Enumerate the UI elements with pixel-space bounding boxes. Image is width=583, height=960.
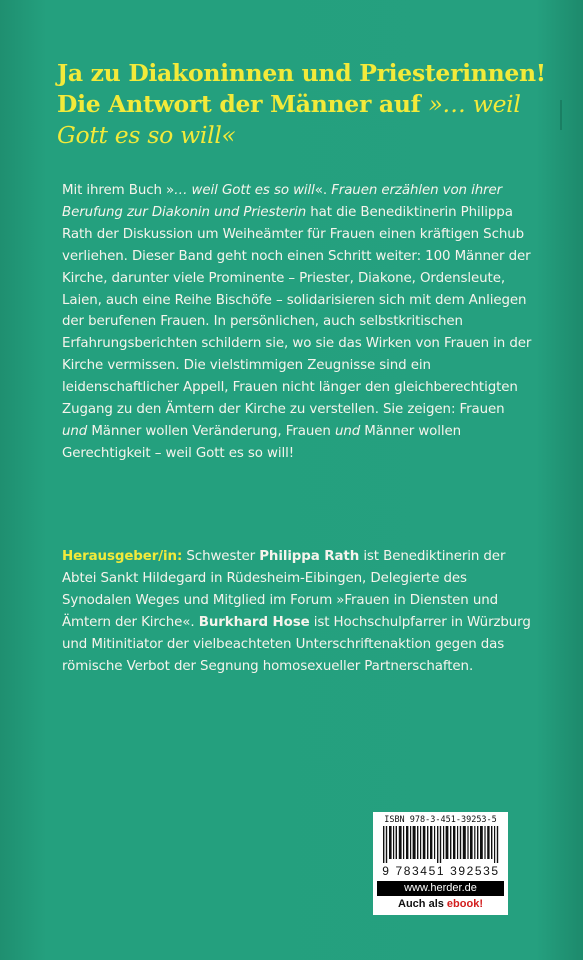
- headline-line-2-text: Die Antwort der Männer auf: [57, 90, 429, 118]
- editors-t2: ist Benediktinerin der Abtei Sankt Hildegard in Rüdesheim-Eibingen, Delegierte des Synodalen Weges und Mitglied im Forum »Frauen in Diensten und Ämtern der Kirche«.: [62, 549, 506, 630]
- ebook-note: [373, 898, 508, 910]
- headline: [57, 58, 557, 151]
- blurb-s5: hat die Benediktinerin Philippa Rath der Diskussion um Weiheämter für Frauen einen kräftigen Schub verliehen. Dieser Band geht noch einen Schritt weiter: 100 Männer der Kirche, darunter viele Prominente – Priester, Diakone, Ordensleute, Laien, auch eine Reihe Bischöfe – solidarisieren sich mit dem Anliegen der berufenen Frauen. In persönlichen, auch selbstkritischen Erfahrungsberichten schildern sie, wo sie das Wirken von Frauen in der Kirche vermissen. Die vielstimmigen Zeugnisse sind ein leidenschaftlicher Appell, Frauen nicht länger den gleichberechtigten Zugang zu den Ämtern der Kirche zu verstellen. Sie zeigen: Frauen: [62, 204, 532, 418]
- blurb-s9: Männer wollen Gerechtigkeit – weil Gott es so will!: [62, 423, 462, 461]
- editors-label: Herausgeber/in:: [62, 549, 183, 564]
- blurb-paragraph: [62, 180, 532, 465]
- editors-t3: ist Hochschulpfarrer in Würzburg und Mitinitiator der vielbeachteten Unterschriftenaktion gegen das römische Verbot der Segnung homosexueller Partnerschaften.: [62, 614, 531, 674]
- headline-line-2: [57, 89, 557, 120]
- blurb-und-1: und: [62, 423, 88, 439]
- blurb-s3: «.: [314, 183, 332, 198]
- publisher-url: www.herder.de: [377, 881, 504, 896]
- editor-name-1: Philippa Rath: [259, 549, 360, 564]
- editors-info: [62, 546, 532, 677]
- spine-mark: [560, 100, 562, 130]
- ebook-prefix: Auch als: [398, 898, 447, 910]
- barcode-label: [373, 812, 508, 915]
- headline-line-3: Gott es so will«: [57, 121, 236, 149]
- headline-line-2-italic: »… weil: [428, 90, 521, 118]
- blurb-book-title: … weil Gott es so will: [174, 183, 315, 198]
- blurb: [62, 180, 532, 465]
- headline-line-1: Ja zu Diakoninnen und Priesterinnen!: [57, 59, 546, 87]
- editors-t1: Schwester: [182, 549, 260, 564]
- blurb-und-2: und: [334, 423, 361, 439]
- ebook-word: ebook!: [446, 898, 483, 910]
- barcode-icon: [383, 826, 501, 863]
- blurb-book-subtitle: Frauen erzählen von ihrer Berufung zur Diakonin und Priesterin: [62, 183, 503, 220]
- editor-name-2: Burkhard Hose: [198, 614, 310, 630]
- blurb-s7: Männer wollen Veränderung, Frauen: [87, 423, 335, 439]
- blurb-s1: Mit ihrem Buch »: [62, 183, 175, 198]
- barcode-digits: 9 783451 392535: [382, 864, 500, 878]
- isbn-text: ISBN 978-3-451-39253-5: [384, 815, 497, 825]
